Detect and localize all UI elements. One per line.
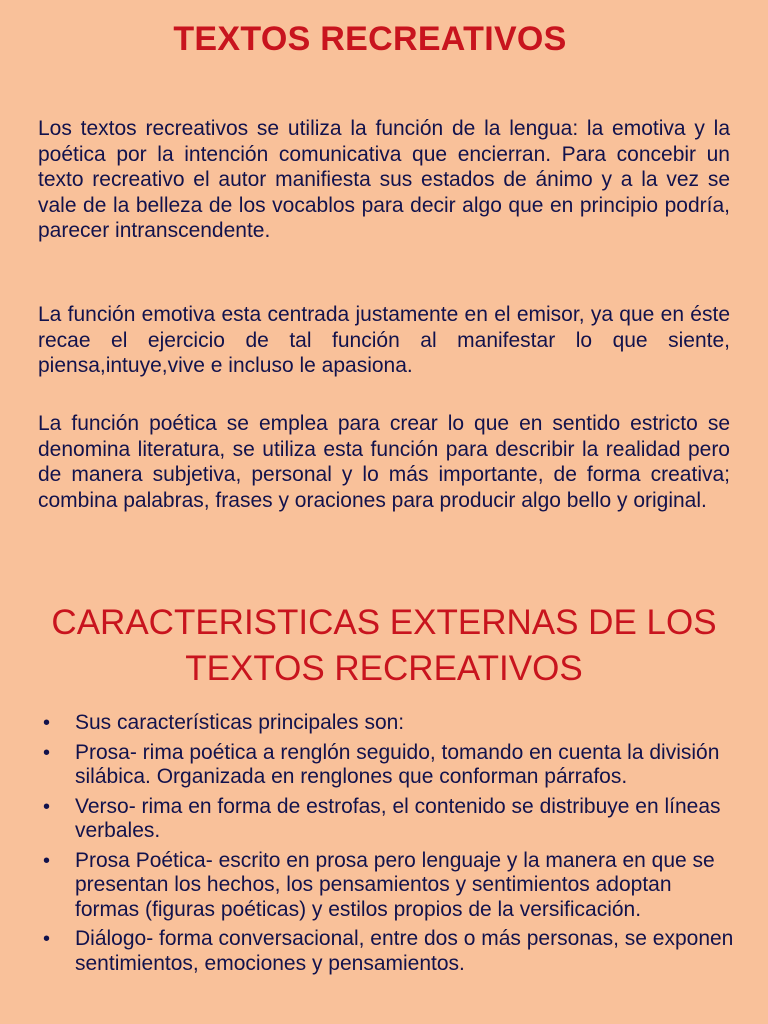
list-item-text: Diálogo- forma conversacional, entre dos o más personas, se exponen sentimientos, emociones y pensamientos. bbox=[75, 927, 734, 975]
bullet-icon: • bbox=[43, 712, 51, 734]
list-item bbox=[0, 741, 768, 790]
list-item-text: Verso- rima en forma de estrofas, el contenido se distribuye en líneas verbales. bbox=[75, 794, 721, 842]
characteristics-list bbox=[0, 711, 768, 981]
bullet-icon: • bbox=[43, 795, 51, 818]
list-item bbox=[0, 795, 768, 844]
bullet-icon: • bbox=[43, 849, 51, 872]
intro-paragraph: Los textos recreativos se utiliza la función de la lengua: la emotiva y la poética por la intención comunicativa que encierran. Para concebir un texto recreativo el autor manifiesta sus estados de ánimo y a la vez se vale de la belleza de los vocablos para decir algo que en principio podría, parecer intranscendente. bbox=[38, 117, 730, 242]
bullet-icon: • bbox=[43, 741, 51, 764]
list-item bbox=[0, 711, 768, 736]
bullet-icon: • bbox=[43, 928, 51, 950]
list-item bbox=[0, 927, 768, 976]
list-item-text: Prosa- rima poética a renglón seguido, tomando en cuenta la división silábica. Organizada en renglones que conforman párrafos. bbox=[75, 740, 720, 788]
list-item bbox=[0, 849, 768, 923]
poetic-function-paragraph: La función poética se emplea para crear lo que en sentido estricto se denomina literatura, se utiliza esta función para describir la realidad pero de manera subjetiva, personal y lo más importante, de forma creativa; combina palabras, frases y oraciones para producir algo bello y original. bbox=[38, 412, 730, 512]
section-title: CARACTERISTICAS EXTERNAS DE LOS TEXTOS RECREATIVOS bbox=[51, 603, 717, 688]
page-title: TEXTOS RECREATIVOS bbox=[173, 20, 567, 58]
emotive-function-paragraph: La función emotiva esta centrada justamente en el emisor, ya que en éste recae el ejercicio de tal función al manifestar lo que siente, piensa,intuye,vive e incluso le apasiona. bbox=[38, 303, 730, 377]
list-item-text: Sus características principales son: bbox=[75, 711, 405, 734]
list-item-text: Prosa Poética- escrito en prosa pero lenguaje y la manera en que se presentan los hechos, los pensamientos y sentimientos adoptan formas (figuras poéticas) y estilos propios de la versificación. bbox=[75, 848, 715, 921]
